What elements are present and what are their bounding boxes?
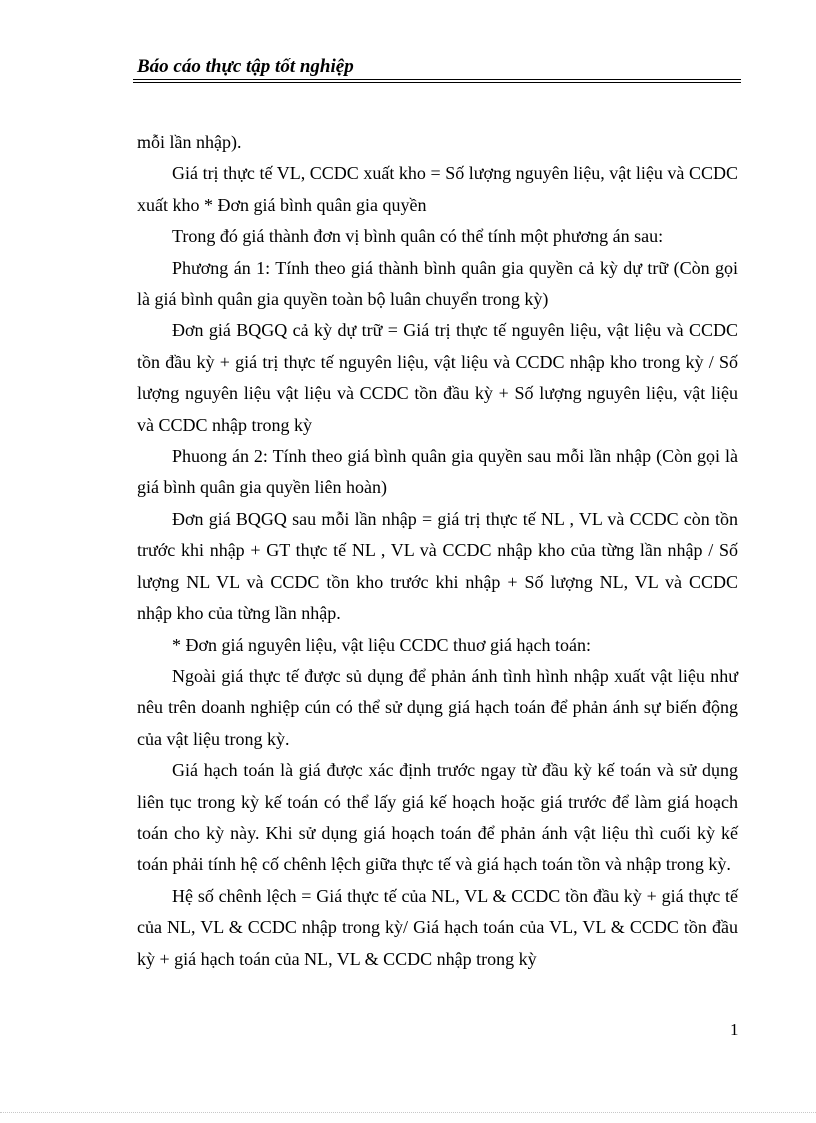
paragraph: * Đơn giá nguyên liệu, vật liệu CCDC thuơ giá hạch toán:: [172, 634, 591, 655]
paragraph: Giá hạch toán là giá được xác định trước ngay từ đầu kỳ kế toán và sử dụng liên tục trong kỳ kế toán có thể lấy giá kế hoạch hoặc giá trước để làm giá hoạch toán cho kỳ này. Khi sử dụng giá hoạch toán để phản ánh vật liệu thì cuối kỳ kế toán phải tính hệ cố chênh lệch giữa thực tế và giá hạch toán tồn và nhập trong kỳ.: [137, 760, 738, 875]
header-title: Báo cáo thực tập tốt nghiệp: [137, 56, 354, 77]
paragraph: Ngoài giá thực tế được sủ dụng để phản ánh tình hình nhập xuất vật liệu như nêu trên doanh nghiệp cún có thể sử dụng giá hạch toán để phản ánh sự biến động của vật liệu trong kỳ.: [137, 665, 738, 749]
paragraph: Đơn giá BQGQ cả kỳ dự trữ = Giá trị thực tế nguyên liệu, vật liệu và CCDC tồn đầu kỳ + giá trị thực tế nguyên liệu, vật liệu và CCDC nhập kho trong kỳ / Số lượng nguyên liệu vật liệu và CCDC tồn đầu kỳ + Số lượng nguyên liệu, vật liệu và CCDC nhập trong kỳ: [137, 320, 738, 435]
paragraph: Phương án 1: Tính theo giá thành bình quân gia quyền cả kỳ dự trữ (Còn gọi là giá bình quân gia quyền toàn bộ luân chuyển trong kỳ): [137, 257, 738, 310]
paragraph: Phuong án 2: Tính theo giá bình quân gia quyền sau mỗi lần nhập (Còn gọi là giá bình quân gia quyền liên hoàn): [137, 446, 738, 498]
paragraph: mỗi lần nhập).: [137, 132, 242, 152]
header-rule-top: [133, 79, 741, 80]
header-rule-bottom: [133, 82, 741, 83]
page-number: 1: [730, 1020, 739, 1039]
paragraph: Đơn giá BQGQ sau mỗi lần nhập = giá trị thực tế NL , VL và CCDC còn tồn trước khi nhập + GT thực tế NL , VL và CCDC nhập kho của từng lần nhập / Số lượng NL VL và CCDC tồn kho trước khi nhập + Số lượng NL, VL và CCDC nhập kho của từng lần nhập.: [137, 508, 738, 624]
paragraph: Hệ số chênh lệch = Giá thực tế của NL, VL & CCDC tồn đầu kỳ + giá thực tế của NL, VL & CCDC nhập trong kỳ/ Giá hạch toán của VL, VL & CCDC tồn đầu kỳ + giá hạch toán của NL, VL & CCDC nhập trong kỳ: [137, 885, 738, 969]
document-body: [137, 127, 738, 975]
paragraph: Giá trị thực tế VL, CCDC xuất kho = Số lượng nguyên liệu, vật liệu và CCDC xuất kho * Đơn giá bình quân gia quyền: [137, 163, 738, 215]
paragraph: Trong đó giá thành đơn vị bình quân có thể tính một phương án sau:: [172, 226, 664, 247]
page-bottom-divider: [0, 1112, 816, 1113]
